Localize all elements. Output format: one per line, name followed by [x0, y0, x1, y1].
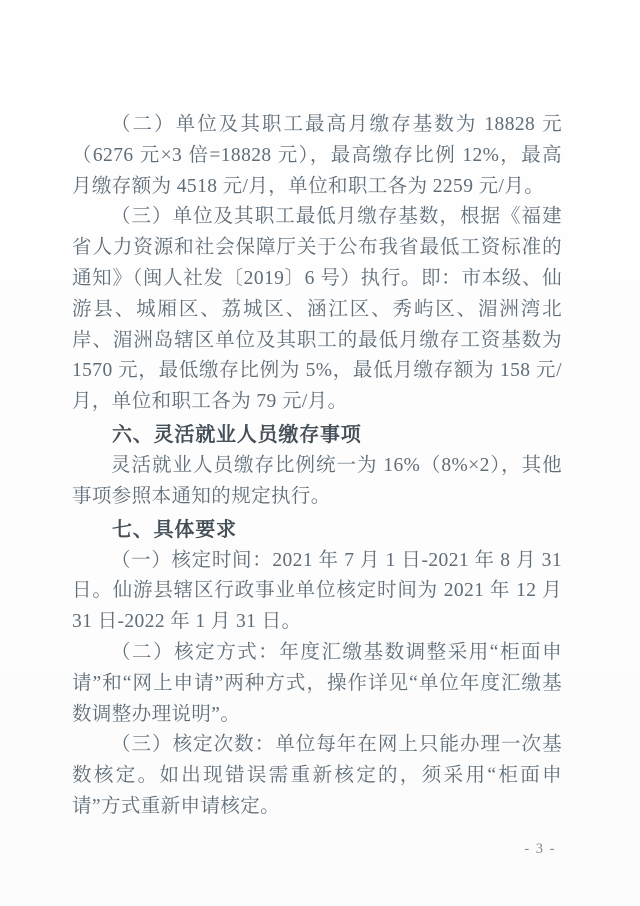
para-flexible-employment-ratio: 灵活就业人员缴存比例统一为 16%（8%×2），其他事项参照本通知的规定执行。	[72, 454, 562, 507]
heading-section6-flexible-employment: 六、灵活就业人员缴存事项	[112, 423, 362, 446]
document-text-block	[72, 110, 562, 823]
page-number: - 3 -	[524, 841, 556, 857]
para-section2-max-contribution-base: （二）单位及其职工最高月缴存基数为 18828 元（6276 元×3 倍=18828 元），最高缴存比例 12%，最高月缴存额为 4518 元/月，单位和职工各为 2259 元/月。	[72, 114, 562, 197]
para-item3-verification-count: （三）核定次数：单位每年在网上只能办理一次基数核定。如出现错误需重新核定的，须采用“柜面申请”方式重新申请核定。	[72, 734, 562, 817]
para-item1-verification-time: （一）核定时间：2021 年 7 月 1 日-2021 年 8 月 31 日。仙游县辖区行政事业单位核定时间为 2021 年 12 月 31 日-2022 年 1 月 31 日。	[72, 549, 562, 633]
heading-section7-specific-requirements: 七、具体要求	[112, 518, 237, 541]
para-item2-verification-method: （二）核定方式：年度汇缴基数调整采用“柜面申请”和“网上申请”两种方式，操作详见“单位年度汇缴基数调整办理说明”。	[72, 641, 562, 725]
para-section3-min-contribution-base: （三）单位及其职工最低月缴存基数，根据《福建省人力资源和社会保障厅关于公布我省最低工资标准的通知》（闽人社发〔2019〕6 号）执行。即：市本级、仙游县、城厢区、荔城区、涵江区、秀屿区、湄洲湾北岸、湄洲岛辖区单位及其职工的最低月缴存工资基数为 1570 元，最低缴存比例为 5%，最低月缴存额为 158 元/月，单位和职工各为 79 元/月。	[72, 206, 562, 413]
